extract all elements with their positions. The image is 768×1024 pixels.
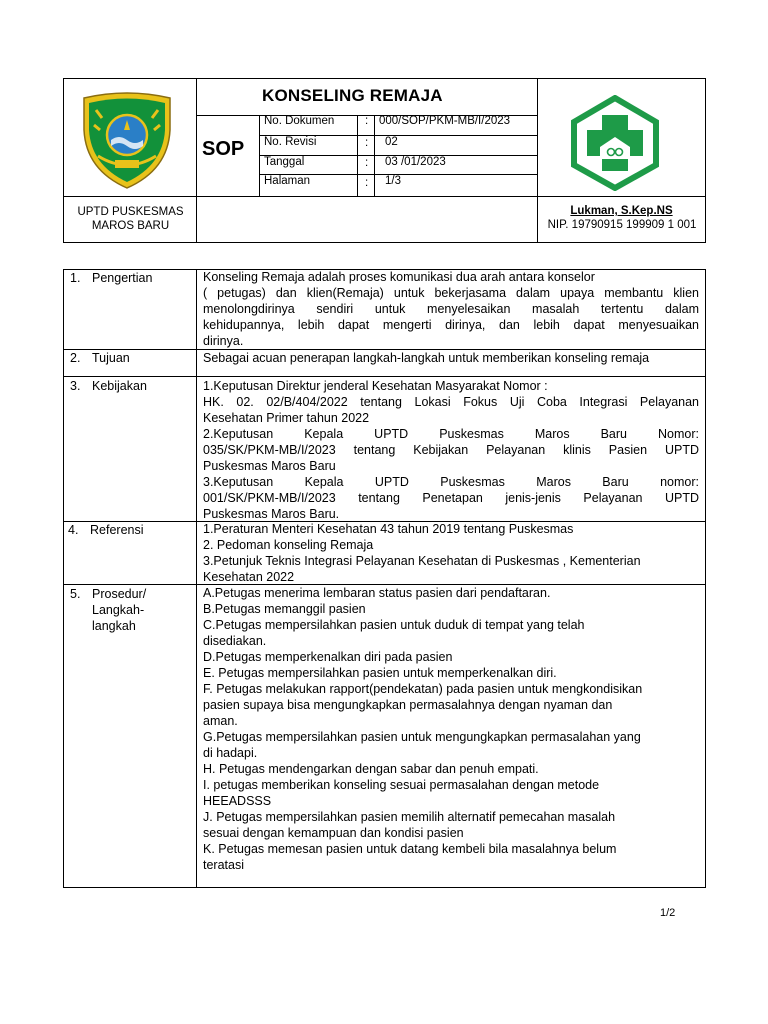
text-line: 001/SK/PKM-MB/I/2023 tentang Penetapan jenis-jenis Pelayanan UPTD xyxy=(203,491,699,505)
meta-value-no-dokumen: 000/SOP/PKM-MB/I/2023 xyxy=(379,115,511,127)
text-line: A.Petugas menerima lembaran status pasien dari pendaftaran. xyxy=(203,586,551,600)
meta-value-tanggal: 03 /01/2023 xyxy=(385,156,446,168)
text-line: pasien supaya bisa mengungkapkan permasalahnya dengan nyaman dan xyxy=(203,698,613,712)
meta-label-no-revisi: No. Revisi xyxy=(264,136,317,148)
text-line: G.Petugas mempersilahkan pasien untuk mengungkapkan permasalahan yang xyxy=(203,730,641,744)
text-line: aman. xyxy=(203,714,238,728)
text-line: Kesehatan Primer tahun 2022 xyxy=(203,411,370,425)
page-number: 1/2 xyxy=(660,907,676,919)
header-divider xyxy=(63,196,706,197)
row-label-prosedur xyxy=(70,586,146,634)
row-label-referensi xyxy=(68,522,144,538)
text-line: E. Petugas mempersilahkan pasien untuk memperkenalkan diri. xyxy=(203,666,557,680)
puskesmas-cross-icon xyxy=(570,95,660,191)
text-line: ( petugas) dan klien(Remaja) untuk bekerjasama dalam upaya membantu klien xyxy=(203,286,699,300)
text-line: D.Petugas memperkenalkan diri pada pasien xyxy=(203,650,453,664)
text-line: di hadapi. xyxy=(203,746,258,760)
row-content-pengertian xyxy=(203,269,699,349)
sop-label: SOP xyxy=(202,138,245,160)
signer-name: Lukman, S.Kep.NS xyxy=(570,205,673,217)
row-number: 4. xyxy=(68,523,79,537)
text-line: HK. 02. 02/B/404/2022 tentang Lokasi Fokus Uji Coba Integrasi Pelayanan xyxy=(203,395,699,409)
text-line: Puskesmas Maros Baru xyxy=(203,459,336,473)
row-label-text: Pengertian xyxy=(92,271,153,285)
text-line: B.Petugas memanggil pasien xyxy=(203,602,366,616)
text-line: disediakan. xyxy=(203,634,267,648)
text-line: I. petugas memberikan konseling sesuai permasalahan dengan metode xyxy=(203,778,600,792)
meta-value-halaman: 1/3 xyxy=(385,175,401,187)
text-line: 2.Keputusan Kepala UPTD Puskesmas Maros Baru Nomor: xyxy=(203,427,699,441)
text-line: J. Petugas mempersilahkan pasien memilih alternatif pemecahan masalah xyxy=(203,810,616,824)
meta-label-tanggal: Tanggal xyxy=(264,156,305,168)
meta-label-no-dokumen: No. Dokumen xyxy=(264,115,335,127)
row-content-tujuan xyxy=(203,350,699,366)
row-content-referensi xyxy=(203,521,699,585)
row-content-kebijakan xyxy=(203,378,699,522)
text-line: Kesehatan 2022 xyxy=(203,570,295,584)
unit-line: UPTD PUSKESMAS xyxy=(77,206,184,218)
row-number: 1. xyxy=(70,271,81,285)
row-number: 5. xyxy=(70,587,81,601)
text-line: 035/SK/PKM-MB/I/2023 tentang Kebijakan Pelayanan klinis Pasien UPTD xyxy=(203,443,699,457)
row-number: 3. xyxy=(70,379,81,393)
row-label-pengertian xyxy=(70,270,152,286)
text-line: 3.Keputusan Kepala UPTD Puskesmas Maros Baru nomor: xyxy=(203,475,699,489)
row-label-text: Referensi xyxy=(90,523,144,537)
meta-sep: : xyxy=(365,115,369,127)
meta-value-no-revisi: 02 xyxy=(385,136,398,148)
text-line: menolongdirinya sendiri untuk menyelesaikan masalah tertentu dalam xyxy=(203,302,699,316)
meta-sep: : xyxy=(365,157,369,169)
text-line: teratasi xyxy=(203,858,244,872)
text-line: sesuai dengan kemampuan dan kondisi pasien xyxy=(203,826,464,840)
text-line: Puskesmas Maros Baru. xyxy=(203,507,340,521)
document-title: KONSELING REMAJA xyxy=(262,86,443,105)
text-line: 3.Petunjuk Teknis Integrasi Pelayanan Kesehatan di Puskesmas , Kementerian xyxy=(203,554,641,568)
text-line: C.Petugas mempersilahkan pasien untuk duduk di tempat yang telah xyxy=(203,618,585,632)
meta-sep: : xyxy=(365,177,369,189)
text-line: K. Petugas memesan pasien untuk datang kembeli bila masalahnya belum xyxy=(203,842,617,856)
row-label-text: Kebijakan xyxy=(92,379,147,393)
table-divider xyxy=(196,269,197,888)
unit-line: MAROS BARU xyxy=(91,220,170,232)
table-divider xyxy=(63,376,706,377)
text-line: H. Petugas mendengarkan dengan sabar dan penuh empati. xyxy=(203,762,539,776)
regional-emblem-icon xyxy=(78,90,176,190)
meta-label-halaman: Halaman xyxy=(264,175,311,187)
row-label-text: Langkah- xyxy=(92,603,145,617)
text-line: 1.Peraturan Menteri Kesehatan 43 tahun 2019 tentang Puskesmas xyxy=(203,522,574,536)
text-line: 1.Keputusan Direktur jenderal Kesehatan Masyarakat Nomor : xyxy=(203,379,548,393)
text-line: Konseling Remaja adalah proses komunikasi dua arah antara konselor xyxy=(203,270,595,284)
text-line: HEEADSSS xyxy=(203,794,272,808)
text-line: kehidupannya, lebih dapat mengerti dirinya, dan lebih dapat menyesuaikan xyxy=(203,318,699,332)
row-label-text: Tujuan xyxy=(92,351,130,365)
text-line: dirinya. xyxy=(203,334,244,348)
unit-name xyxy=(64,205,197,233)
row-number: 2. xyxy=(70,351,81,365)
row-label-text: langkah xyxy=(92,619,136,633)
row-label-tujuan xyxy=(70,350,130,366)
text-line: 2. Pedoman konseling Remaja xyxy=(203,538,374,552)
row-label-text: Prosedur/ xyxy=(92,587,147,601)
row-label-kebijakan xyxy=(70,378,147,394)
row-content-prosedur xyxy=(203,585,699,873)
text-line: F. Petugas melakukan rapport(pendekatan) pada pasien untuk mengkondisikan xyxy=(203,682,643,696)
signer-nip: NIP. 19790915 199909 1 001 xyxy=(547,219,697,231)
meta-sep: : xyxy=(365,137,369,149)
text-line: Sebagai acuan penerapan langkah-langkah untuk memberikan konseling remaja xyxy=(203,351,650,365)
